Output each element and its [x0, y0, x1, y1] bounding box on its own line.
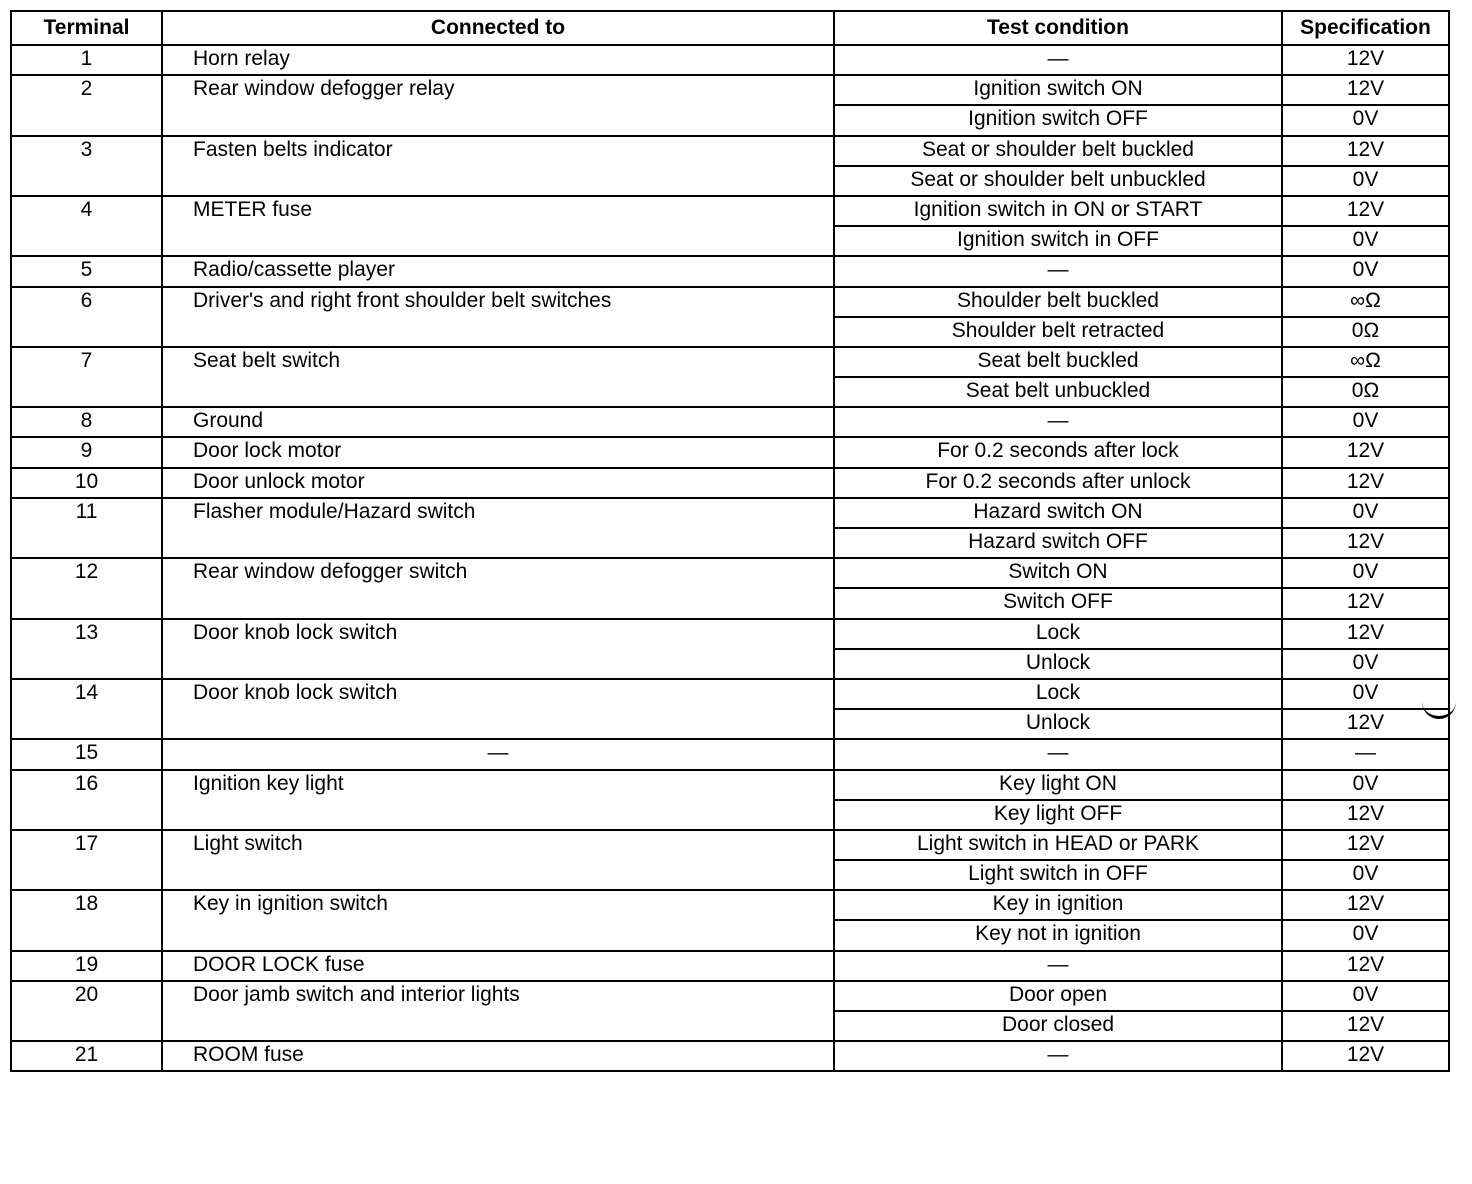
specification-cell: —: [1282, 739, 1449, 769]
test-condition-cell: —: [834, 951, 1282, 981]
table-row: [11, 407, 1449, 437]
connected-to-cell: Light switch: [162, 830, 834, 890]
test-condition-cell: Key light OFF: [834, 800, 1282, 830]
specification-cell: 0V: [1282, 558, 1449, 588]
terminal-cell: 12: [11, 558, 162, 618]
specification-cell: 12V: [1282, 136, 1449, 166]
table-row: [11, 437, 1449, 467]
connected-to-cell: Fasten belts indicator: [162, 136, 834, 196]
test-condition-cell: Hazard switch ON: [834, 498, 1282, 528]
test-condition-cell: —: [834, 256, 1282, 286]
terminal-cell: 11: [11, 498, 162, 558]
table-row: [11, 75, 1449, 105]
table-row: [11, 256, 1449, 286]
table-row: [11, 347, 1449, 377]
specification-cell: 0V: [1282, 860, 1449, 890]
terminal-spec-table: [10, 10, 1450, 1072]
terminal-cell: 14: [11, 679, 162, 739]
table-row: [11, 498, 1449, 528]
specification-cell: 12V: [1282, 800, 1449, 830]
table-body: [11, 45, 1449, 1071]
table-row: [11, 468, 1449, 498]
terminal-cell: 1: [11, 45, 162, 75]
specification-cell: 0V: [1282, 166, 1449, 196]
terminal-cell: 20: [11, 981, 162, 1041]
table-row: [11, 136, 1449, 166]
connected-to-cell: Ignition key light: [162, 770, 834, 830]
header-connected-to: Connected to: [162, 11, 834, 45]
test-condition-cell: —: [834, 739, 1282, 769]
test-condition-cell: Seat or shoulder belt buckled: [834, 136, 1282, 166]
test-condition-cell: Switch ON: [834, 558, 1282, 588]
header-test-condition: Test condition: [834, 11, 1282, 45]
connected-to-cell: Rear window defogger switch: [162, 558, 834, 618]
test-condition-cell: Key light ON: [834, 770, 1282, 800]
terminal-cell: 4: [11, 196, 162, 256]
connected-to-cell: Door knob lock switch: [162, 619, 834, 679]
specification-cell: 12V: [1282, 951, 1449, 981]
table-row: [11, 981, 1449, 1011]
specification-cell: 12V: [1282, 468, 1449, 498]
table-row: [11, 287, 1449, 317]
specification-cell: 0Ω: [1282, 377, 1449, 407]
test-condition-cell: Light switch in HEAD or PARK: [834, 830, 1282, 860]
test-condition-cell: Lock: [834, 619, 1282, 649]
specification-cell: 12V: [1282, 75, 1449, 105]
test-condition-cell: Switch OFF: [834, 588, 1282, 618]
table-row: [11, 45, 1449, 75]
terminal-cell: 5: [11, 256, 162, 286]
table-row: [11, 951, 1449, 981]
terminal-cell: 8: [11, 407, 162, 437]
test-condition-cell: Ignition switch in OFF: [834, 226, 1282, 256]
specification-cell: 0V: [1282, 679, 1449, 709]
specification-cell: 0V: [1282, 649, 1449, 679]
table-row: [11, 890, 1449, 920]
specification-cell: 12V: [1282, 528, 1449, 558]
connected-to-cell: Radio/cassette player: [162, 256, 834, 286]
terminal-cell: 19: [11, 951, 162, 981]
specification-cell: ∞Ω: [1282, 287, 1449, 317]
table-row: [11, 196, 1449, 226]
table-row: [11, 558, 1449, 588]
test-condition-cell: Door open: [834, 981, 1282, 1011]
connected-to-cell: Rear window defogger relay: [162, 75, 834, 135]
table-row: [11, 679, 1449, 709]
test-condition-cell: —: [834, 1041, 1282, 1071]
test-condition-cell: Seat or shoulder belt unbuckled: [834, 166, 1282, 196]
test-condition-cell: Unlock: [834, 709, 1282, 739]
terminal-cell: 16: [11, 770, 162, 830]
test-condition-cell: For 0.2 seconds after unlock: [834, 468, 1282, 498]
table-row: [11, 739, 1449, 769]
table-row: [11, 830, 1449, 860]
test-condition-cell: Ignition switch ON: [834, 75, 1282, 105]
test-condition-cell: Hazard switch OFF: [834, 528, 1282, 558]
terminal-cell: 17: [11, 830, 162, 890]
header-row: [11, 11, 1449, 45]
test-condition-cell: —: [834, 45, 1282, 75]
connected-to-cell: Door lock motor: [162, 437, 834, 467]
connected-to-cell: METER fuse: [162, 196, 834, 256]
specification-cell: ∞Ω: [1282, 347, 1449, 377]
test-condition-cell: Ignition switch in ON or START: [834, 196, 1282, 226]
terminal-cell: 15: [11, 739, 162, 769]
terminal-cell: 2: [11, 75, 162, 135]
specification-cell: 12V: [1282, 890, 1449, 920]
test-condition-cell: Key in ignition: [834, 890, 1282, 920]
specification-cell: 12V: [1282, 45, 1449, 75]
test-condition-cell: Key not in ignition: [834, 920, 1282, 950]
specification-cell: 12V: [1282, 830, 1449, 860]
specification-cell: 12V: [1282, 1041, 1449, 1071]
connected-to-cell: DOOR LOCK fuse: [162, 951, 834, 981]
test-condition-cell: Door closed: [834, 1011, 1282, 1041]
header-terminal: Terminal: [11, 11, 162, 45]
specification-cell: 12V: [1282, 588, 1449, 618]
terminal-cell: 18: [11, 890, 162, 950]
specification-cell: 12V: [1282, 619, 1449, 649]
terminal-cell: 7: [11, 347, 162, 407]
connected-to-cell: —: [162, 739, 834, 769]
test-condition-cell: Unlock: [834, 649, 1282, 679]
specification-cell: 0V: [1282, 407, 1449, 437]
specification-cell: 0V: [1282, 105, 1449, 135]
test-condition-cell: Light switch in OFF: [834, 860, 1282, 890]
specification-cell: 0V: [1282, 226, 1449, 256]
connected-to-cell: Horn relay: [162, 45, 834, 75]
connected-to-cell: Driver's and right front shoulder belt switches: [162, 287, 834, 347]
terminal-cell: 9: [11, 437, 162, 467]
specification-cell: 0Ω: [1282, 317, 1449, 347]
terminal-cell: 21: [11, 1041, 162, 1071]
test-condition-cell: Seat belt buckled: [834, 347, 1282, 377]
terminal-cell: 13: [11, 619, 162, 679]
test-condition-cell: Shoulder belt retracted: [834, 317, 1282, 347]
test-condition-cell: —: [834, 407, 1282, 437]
connected-to-cell: Door unlock motor: [162, 468, 834, 498]
specification-cell: 0V: [1282, 981, 1449, 1011]
specification-cell: 12V: [1282, 437, 1449, 467]
terminal-cell: 3: [11, 136, 162, 196]
terminal-cell: 10: [11, 468, 162, 498]
test-condition-cell: Seat belt unbuckled: [834, 377, 1282, 407]
test-condition-cell: Shoulder belt buckled: [834, 287, 1282, 317]
header-specification: Specification: [1282, 11, 1449, 45]
test-condition-cell: Lock: [834, 679, 1282, 709]
table-row: [11, 1041, 1449, 1071]
specification-cell: 0V: [1282, 498, 1449, 528]
specification-cell: 12V: [1282, 1011, 1449, 1041]
connected-to-cell: Flasher module/Hazard switch: [162, 498, 834, 558]
connected-to-cell: ROOM fuse: [162, 1041, 834, 1071]
test-condition-cell: For 0.2 seconds after lock: [834, 437, 1282, 467]
connected-to-cell: Seat belt switch: [162, 347, 834, 407]
specification-cell: 12V: [1282, 196, 1449, 226]
table-row: [11, 619, 1449, 649]
table-row: [11, 770, 1449, 800]
specification-cell: 0V: [1282, 770, 1449, 800]
connected-to-cell: Key in ignition switch: [162, 890, 834, 950]
specification-cell: 12V: [1282, 709, 1449, 739]
connected-to-cell: Door knob lock switch: [162, 679, 834, 739]
terminal-cell: 6: [11, 287, 162, 347]
connected-to-cell: Door jamb switch and interior lights: [162, 981, 834, 1041]
specification-cell: 0V: [1282, 256, 1449, 286]
connected-to-cell: Ground: [162, 407, 834, 437]
test-condition-cell: Ignition switch OFF: [834, 105, 1282, 135]
specification-cell: 0V: [1282, 920, 1449, 950]
